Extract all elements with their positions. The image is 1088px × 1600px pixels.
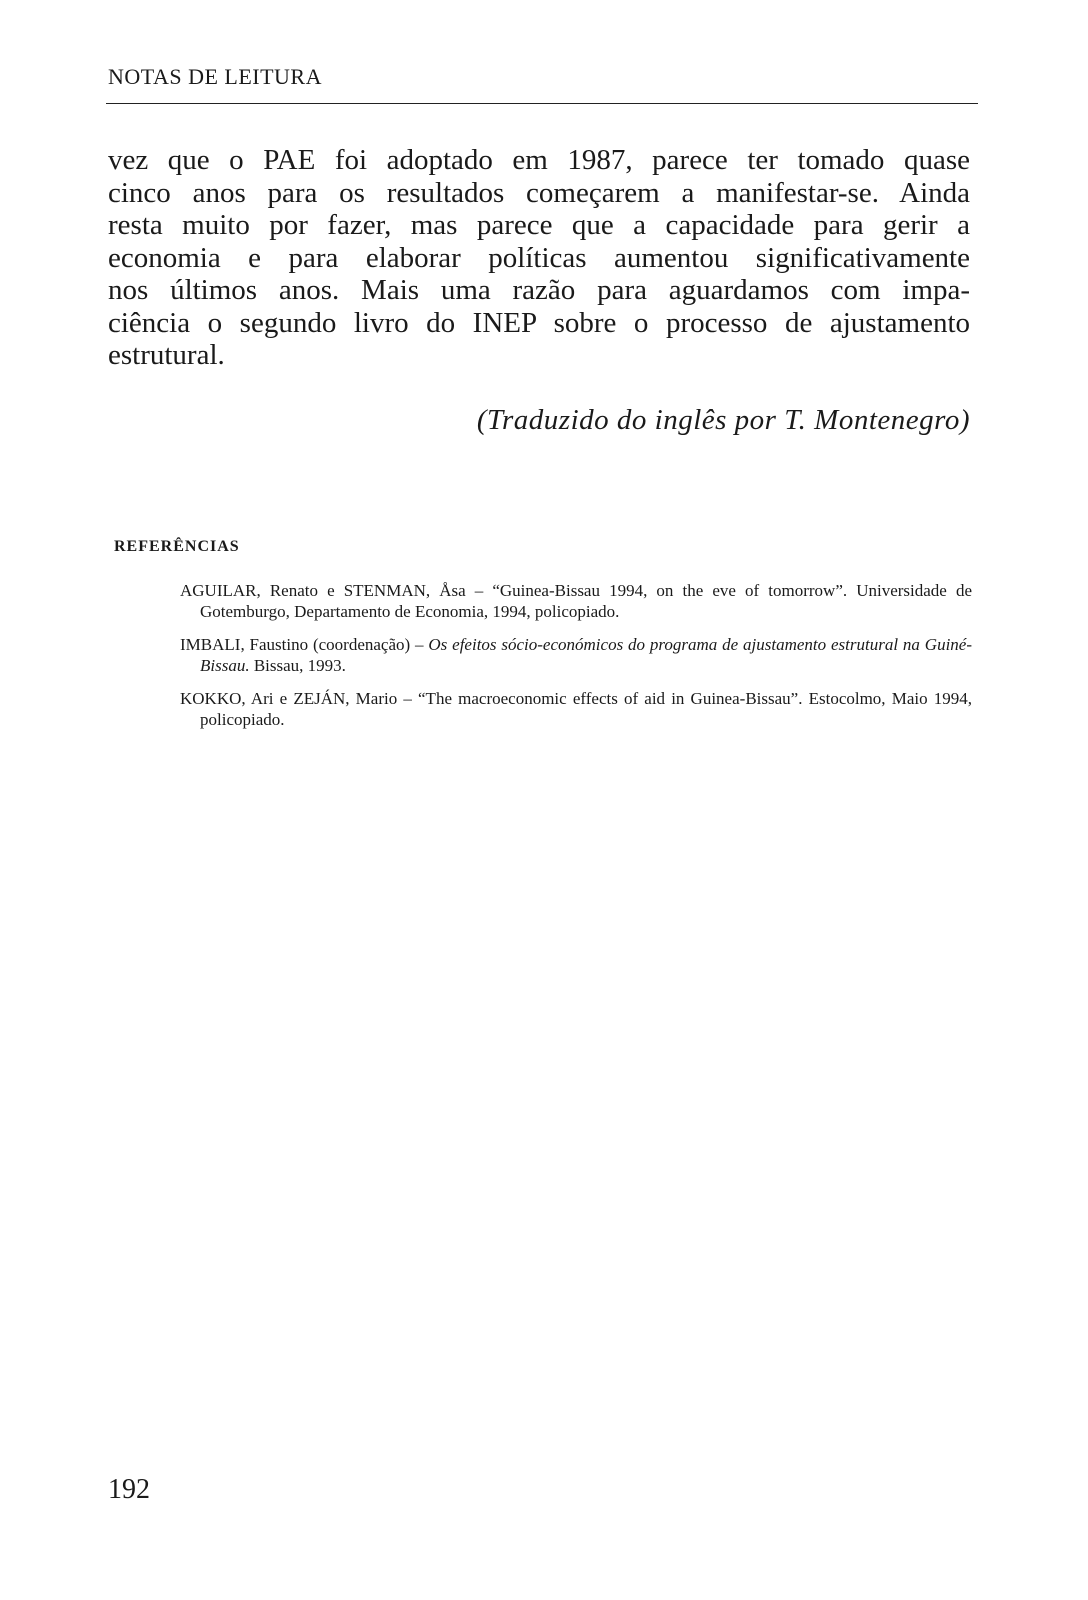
header-rule (106, 103, 978, 104)
references-heading: REFERÊNCIAS (114, 538, 240, 555)
body-line: nos últimos anos. Mais uma razão para aguardamos com impa- (108, 274, 970, 306)
reference-item (180, 580, 972, 622)
reference-text: IMBALI, Faustino (coordenação) – (180, 635, 429, 654)
body-paragraph (108, 144, 970, 372)
reference-item (180, 634, 972, 676)
body-line: economia e para elaborar políticas aumentou significativamente (108, 241, 970, 274)
body-line: vez que o PAE foi adoptado em 1987, parece ter tomado quase (108, 144, 970, 176)
running-header: NOTAS DE LEITURA (108, 64, 322, 89)
reference-text: AGUILAR, Renato e STENMAN, Åsa – “Guinea-Bissau 1994, on the eve of tomorrow”. Universidade de Gotemburgo, Departamento de Economia, 1994, policopiado. (180, 581, 972, 621)
reference-title: Os efeitos sócio-económicos do programa de ajustamento estrutural na Guiné-Bissau. (200, 635, 972, 675)
body-line: estrutural. (108, 339, 225, 371)
reference-text: Bissau, 1993. (249, 656, 346, 675)
reference-text: KOKKO, Ari e ZEJÁN, Mario – “The macroeconomic effects of aid in Guinea-Bissau”. Estocolmo, Maio 1994, policopiado. (180, 689, 972, 729)
body-line: resta muito por fazer, mas parece que a capacidade para gerir a (108, 209, 970, 241)
body-line: ciência o segundo livro do INEP sobre o processo de ajustamento (108, 306, 970, 339)
references-list (180, 580, 972, 742)
body-line: cinco anos para os resultados começarem a manifestar-se. Ainda (108, 176, 970, 209)
reference-item (180, 688, 972, 730)
page-number: 192 (108, 1474, 150, 1505)
translation-attribution: (Traduzido do inglês por T. Montenegro) (476, 404, 970, 436)
